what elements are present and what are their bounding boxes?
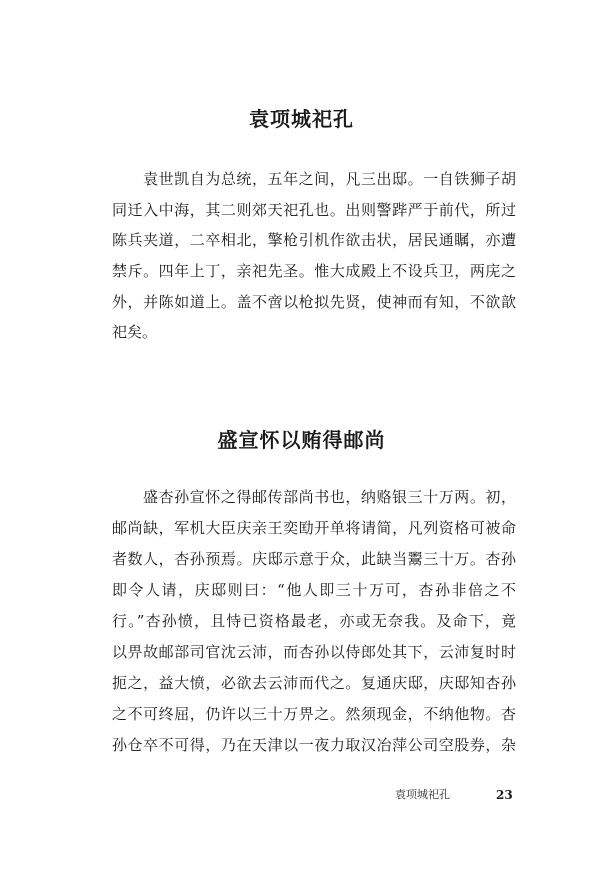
- text-line: 者数人，杏孙预焉。庆邸示意于众，此缺当鬻三十万。杏孙: [112, 550, 516, 568]
- text-line: 盛杏孙宣怀之得邮传部尚书也，纳赂银三十万两。初，: [143, 488, 516, 506]
- section-title: 袁项城祀孔: [249, 107, 354, 131]
- text-line: 行。”杏孙愤，且恃已资格最老，亦或无奈我。及命下，竟: [112, 612, 516, 630]
- running-head: 袁项城祀孔: [395, 788, 450, 801]
- text-line: 祀矣。: [112, 323, 158, 341]
- page-footer: [0, 786, 603, 806]
- section-title: 盛宣怀以贿得邮尚: [217, 428, 386, 452]
- page-number: 23: [496, 788, 513, 802]
- text-line: 孙仓卒不可得，乃在天津以一夜力取汉冶萍公司空股券，杂: [112, 736, 516, 754]
- text-line: 邮尚缺，军机大臣庆亲王奕劻开单将请简，凡列资格可被命: [112, 519, 516, 537]
- text-line: 以畀故邮部司官沈云沛，而杏孙以侍郎处其下，云沛复时时: [112, 643, 516, 661]
- text-line: 同迁入中海，其二则郊天祀孔也。出则警跸严于前代，所过: [112, 201, 516, 219]
- text-line: 扼之，益大愤，必欲去云沛而代之。复通庆邸，庆邸知杏孙: [112, 674, 516, 692]
- text-line: 外，并陈如道上。盖不啻以枪拟先贤，使神而有知，不欲歆: [112, 293, 516, 311]
- text-line: 袁世凯自为总统，五年之间，凡三出邸。一自铁狮子胡: [143, 170, 516, 188]
- text-line: 陈兵夹道，二卒相北，擎枪引机作欲击状，居民通瞩，亦遭: [112, 231, 516, 249]
- text-line: 禁斥。四年上丁，亲祀先圣。惟大成殿上不设兵卫，两庑之: [112, 262, 516, 280]
- text-line: 之不可终屈，仍许以三十万畀之。然须现金，不纳他物。杏: [112, 705, 516, 723]
- text-line: 即令人请，庆邸则曰：“他人即三十万可，杏孙非倍之不: [112, 581, 516, 599]
